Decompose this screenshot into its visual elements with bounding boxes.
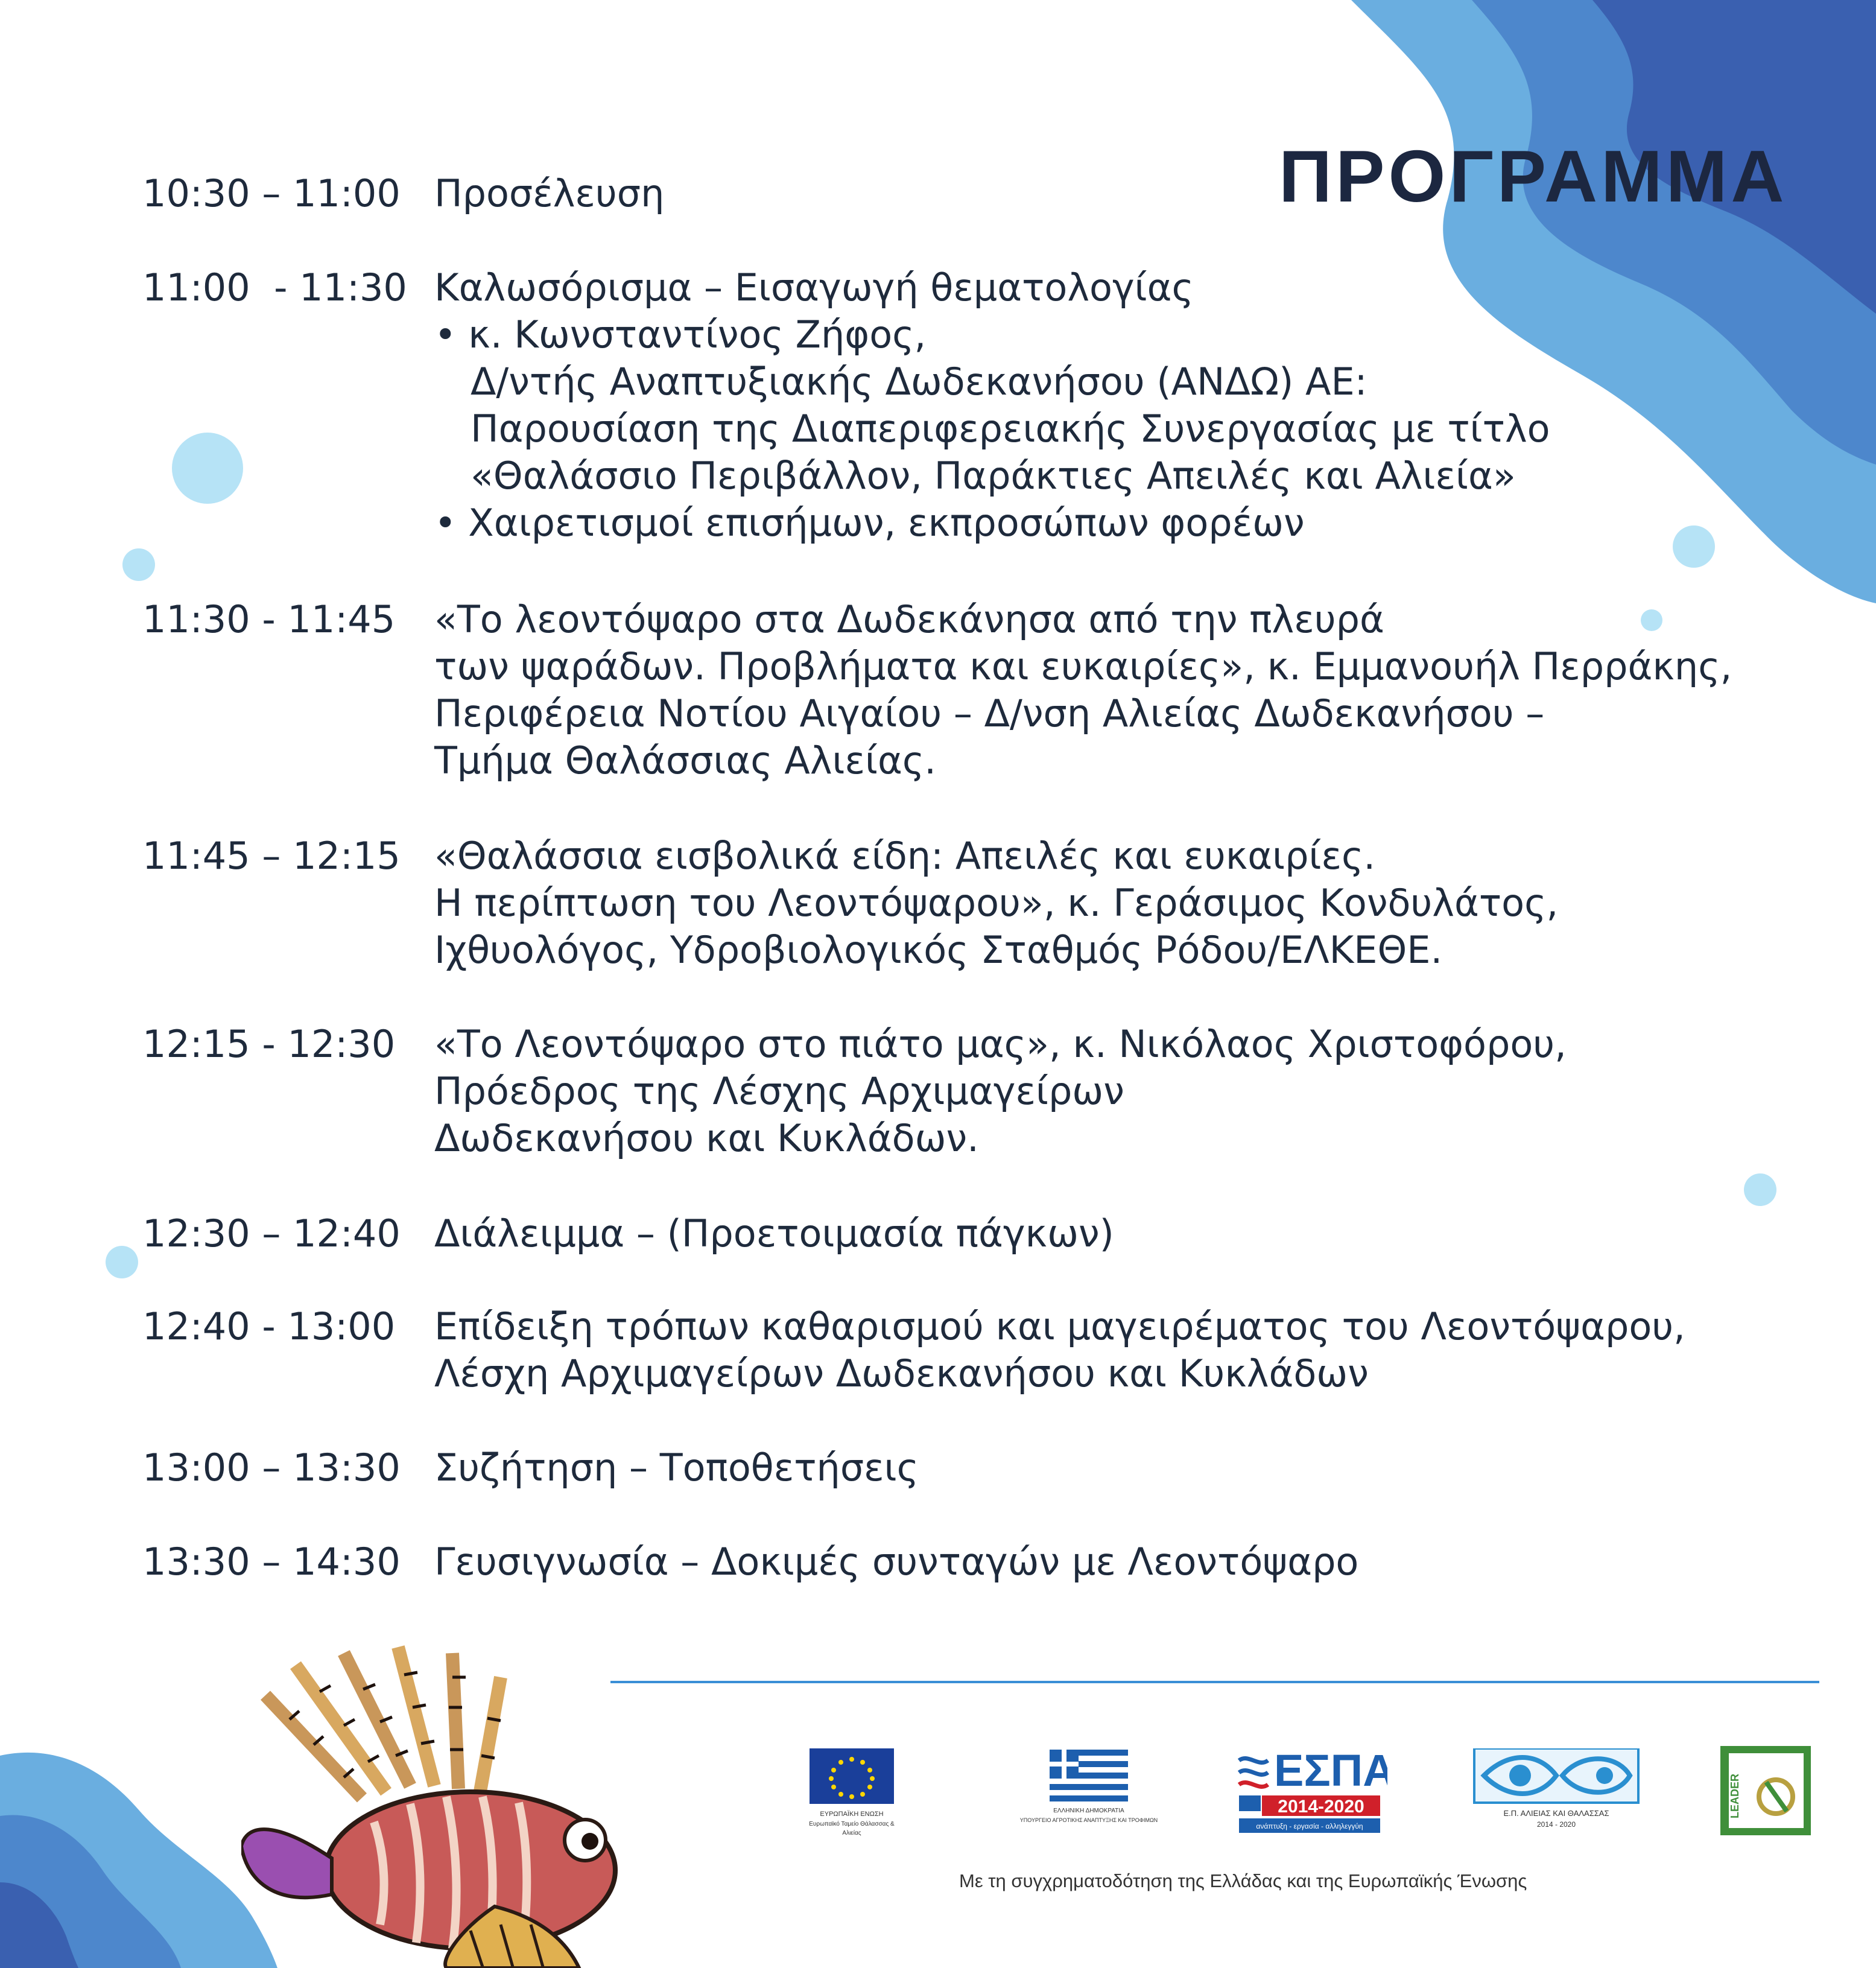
eu-logo bbox=[803, 1748, 900, 1841]
eu-logo-line1: ΕΥΡΩΠΑΪΚΗ ΕΝΩΣΗ bbox=[820, 1811, 884, 1818]
entry-line: των ψαράδων. Προβλήματα και ευκαιρίες», κ. Εμμανουήλ Περράκης, bbox=[434, 644, 1732, 688]
entry-line: Περιφέρεια Νοτίου Αιγαίου – Δ/νση Αλιείας Δωδεκανήσου – bbox=[434, 691, 1545, 735]
bottom-left-wave bbox=[0, 1753, 277, 1968]
entry-time: 12:40 - 13:00 bbox=[142, 1304, 396, 1348]
bubble bbox=[122, 548, 155, 581]
entry-line: Πρόεδρος της Λέσχης Αρχιμαγείρων bbox=[434, 1069, 1124, 1113]
entry-time: 13:00 – 13:30 bbox=[142, 1446, 401, 1490]
fisheries-op-logo bbox=[1472, 1748, 1641, 1841]
entry-body bbox=[434, 833, 1876, 974]
espa-logo bbox=[1237, 1747, 1387, 1840]
entry-line: Δωδεκανήσου και Κυκλάδων. bbox=[434, 1116, 979, 1160]
entry-body bbox=[434, 264, 1876, 547]
cofunding-note: Με τη συγχρηματοδότηση της Ελλάδας και της Ευρωπαϊκής Ένωσης bbox=[959, 1870, 1527, 1891]
leader-name: LEADER bbox=[1729, 1773, 1741, 1818]
entry-line: Διάλειμμα – (Προετοιμασία πάγκων) bbox=[434, 1211, 1114, 1255]
entry-line: • Χαιρετισμοί επισήμων, εκπροσώπων φορέων bbox=[434, 501, 1305, 545]
ministry-line2: ΥΠΟΥΡΓΕΙΟ ΑΓΡΟΤΙΚΗΣ ΑΝΑΠΤΥΞΗΣ ΚΑΙ ΤΡΟΦΙΜΩΝ bbox=[1019, 1817, 1158, 1823]
entry-line: «Θαλάσσια εισβολικά είδη: Απειλές και ευκαιρίες. bbox=[434, 834, 1376, 878]
espa-slogan: ανάπτυξη - εργασία - αλληλεγγύη bbox=[1256, 1822, 1363, 1830]
page-title: ΠΡΟΓΡΑΜΜΑ bbox=[1279, 135, 1788, 217]
greek-ministry-logo bbox=[1013, 1750, 1170, 1830]
entry-line: «Το λεοντόψαρο στα Δωδεκάνησα από την πλευρά bbox=[434, 597, 1384, 641]
entry-line: Προσέλευση bbox=[434, 171, 665, 215]
entry-line: «Το Λεοντόψαρο στο πιάτο μας», κ. Νικόλαος Χριστοφόρου, bbox=[434, 1022, 1567, 1066]
entry-time: 11:45 – 12:15 bbox=[142, 834, 401, 878]
entry-body bbox=[434, 170, 1876, 217]
entry-line: Επίδειξη τρόπων καθαρισμού και μαγειρέματος του Λεοντόψαρου, bbox=[434, 1304, 1685, 1348]
fisheries-line2: 2014 - 2020 bbox=[1536, 1820, 1576, 1829]
leader-logo bbox=[1720, 1746, 1817, 1839]
espa-name: ΕΣΠΑ bbox=[1274, 1747, 1387, 1795]
bubble bbox=[106, 1246, 138, 1278]
bubble bbox=[172, 433, 243, 504]
entry-body bbox=[434, 1444, 1876, 1491]
entry-body bbox=[434, 1021, 1876, 1162]
entry-line: Δ/ντής Αναπτυξιακής Δωδεκανήσου (ΑΝΔΩ) ΑΕ: bbox=[471, 360, 1367, 404]
bubble bbox=[1744, 1173, 1776, 1206]
eu-logo-line2: Ευρωπαϊκό Ταμείο Θάλασσας & bbox=[809, 1821, 895, 1827]
entry-line: • κ. Κωνσταντίνος Ζήφος, bbox=[434, 313, 927, 357]
eu-logo-line3: Αλιείας bbox=[842, 1830, 861, 1836]
entry-body bbox=[434, 1303, 1876, 1397]
entry-time: 12:15 - 12:30 bbox=[142, 1022, 396, 1066]
entry-time: 11:00 - 11:30 bbox=[142, 265, 407, 309]
entry-line: Η περίπτωση του Λεοντόψαρου», κ. Γεράσιμος Κονδυλάτος, bbox=[434, 881, 1559, 925]
fisheries-line1: Ε.Π. ΑΛΙΕΙΑΣ ΚΑΙ ΘΑΛΑΣΣΑΣ bbox=[1503, 1809, 1609, 1818]
entry-time: 12:30 – 12:40 bbox=[142, 1211, 401, 1255]
footer-divider bbox=[610, 1681, 1819, 1683]
entry-line: Γευσιγνωσία – Δοκιμές συνταγών με Λεοντόψαρο bbox=[434, 1540, 1359, 1584]
lionfish-icon bbox=[241, 1647, 615, 1968]
espa-years: 2014-2020 bbox=[1278, 1797, 1364, 1817]
entry-line: Συζήτηση – Τοποθετήσεις bbox=[434, 1446, 919, 1490]
entry-line: «Θαλάσσιο Περιβάλλον, Παράκτιες Απειλές και Αλιεία» bbox=[471, 454, 1516, 498]
lionfish-illustration bbox=[241, 1641, 676, 1968]
entry-line: Λέσχη Αρχιμαγείρων Δωδεκανήσου και Κυκλάδων bbox=[434, 1351, 1369, 1395]
entry-line: Ιχθυολόγος, Υδροβιολογικός Σταθμός Ρόδου/ΕΛΚΕΘΕ. bbox=[434, 928, 1443, 972]
entry-body bbox=[434, 596, 1876, 784]
entry-body bbox=[434, 1210, 1876, 1257]
entry-time: 13:30 – 14:30 bbox=[142, 1540, 401, 1584]
entry-body bbox=[434, 1538, 1876, 1586]
entry-line: Τμήμα Θαλάσσιας Αλιείας. bbox=[434, 738, 936, 782]
ministry-line1: ΕΛΛΗΝΙΚΗ ΔΗΜΟΚΡΑΤΙΑ bbox=[1053, 1808, 1124, 1814]
entry-time: 11:30 - 11:45 bbox=[142, 597, 396, 641]
entry-line: Παρουσίαση της Διαπεριφερειακής Συνεργασίας με τίτλο bbox=[471, 407, 1550, 451]
entry-line: Καλωσόρισμα – Εισαγωγή θεματολογίας bbox=[434, 265, 1194, 309]
entry-time: 10:30 – 11:00 bbox=[142, 171, 401, 215]
